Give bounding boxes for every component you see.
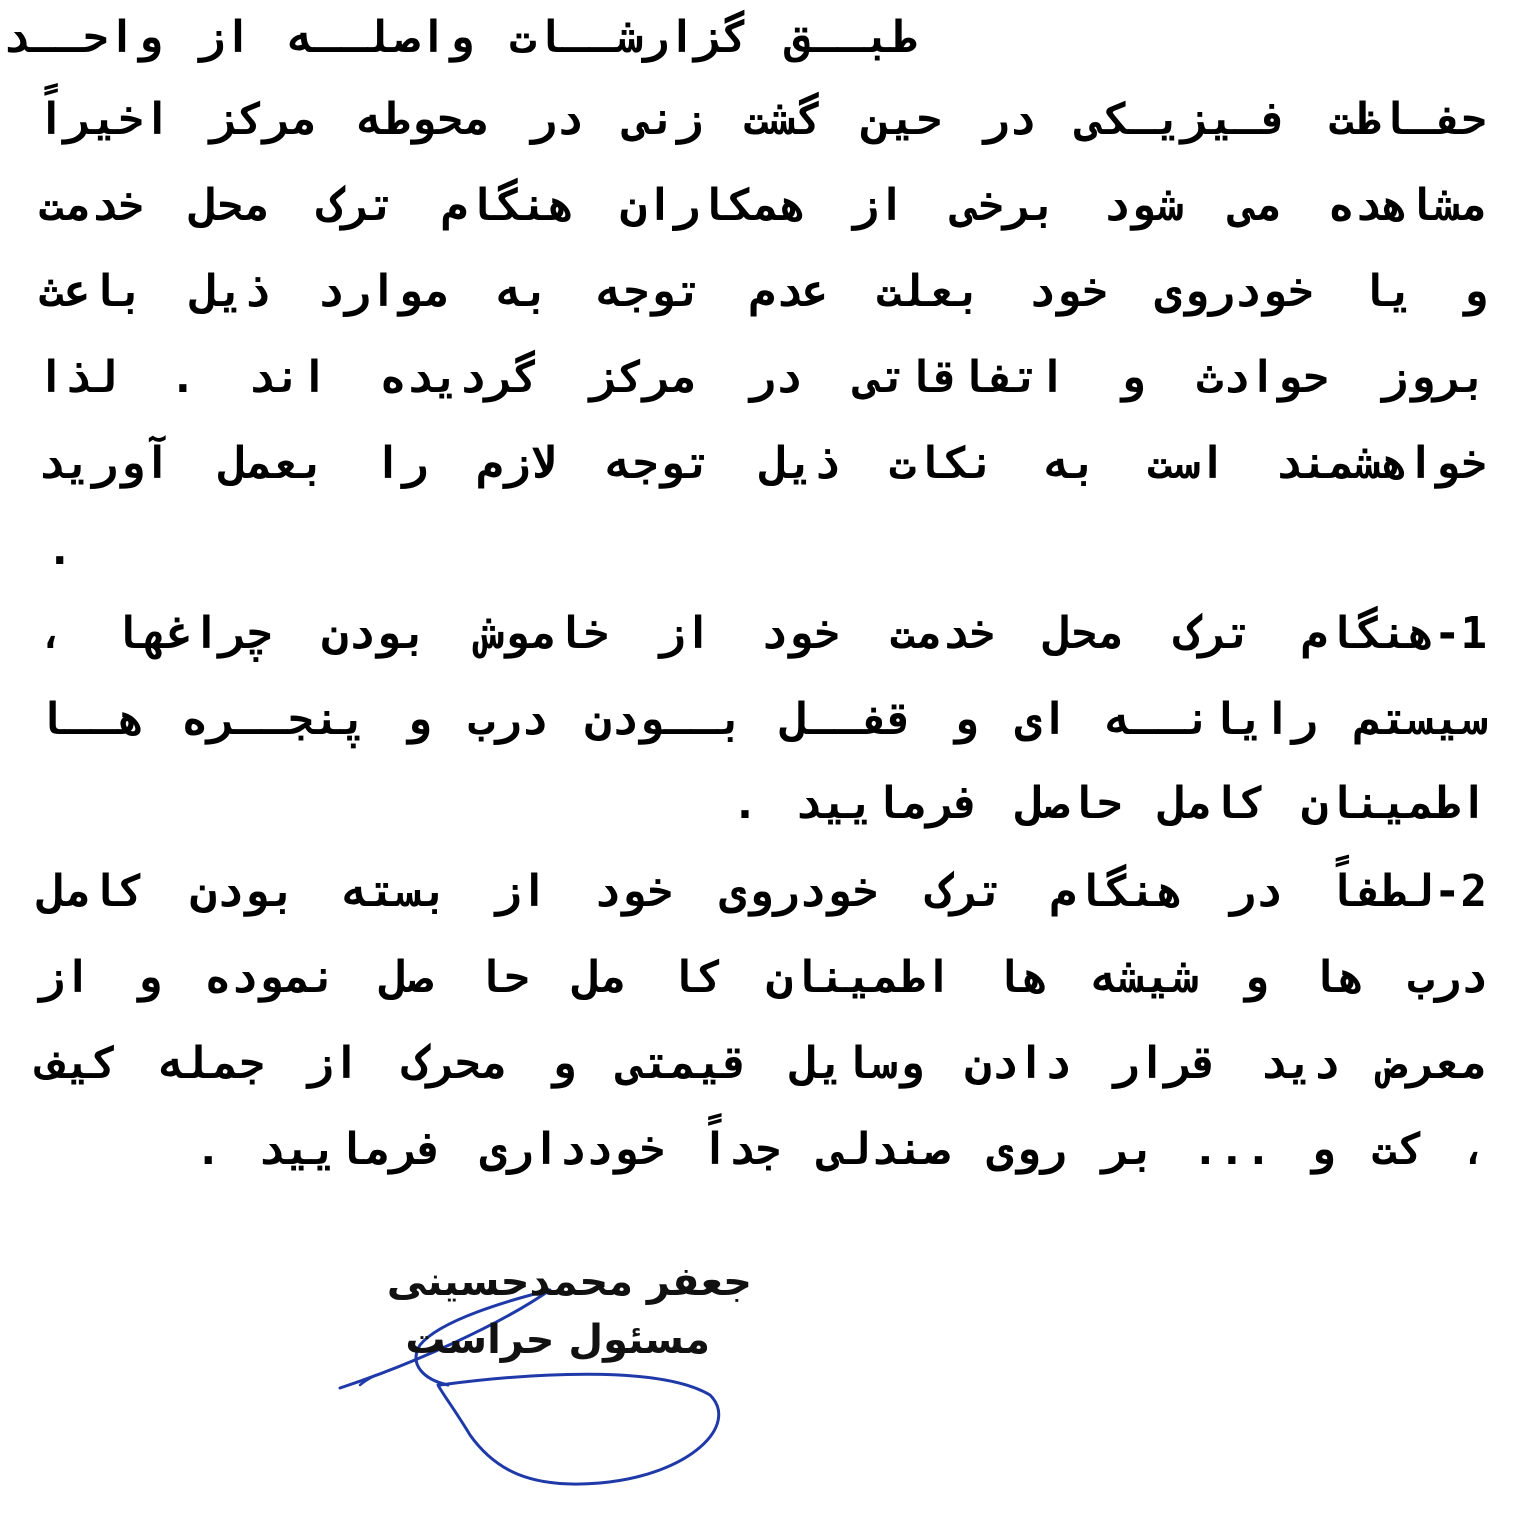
signer-title: مسئول حراست [405,1317,710,1363]
signer-name: جعفر محمدحسینی [386,1259,752,1305]
letter-line-5: بروز حوادث و اتفاقاتی در مرکز گردیده اند . لذا [38,352,1487,403]
letter-line-1: طبــق گزارشــات واصلــه از واحــد [2,12,917,63]
signature-block [330,1245,760,1495]
letter-line-8: 1-هنگام ترک محل خدمت خود از خاموش بودن چراغها ، [38,608,1487,659]
letter-line-13: معرض دید قرار دادن وسایل قیمتی و محرک از جمله کیف [38,1038,1487,1089]
letter-line-9: سیستم رایانــه ای و قفــل بــودن درب و پنجــره هــا [38,694,1487,745]
letter-line-10: اطمینان کامل حاصل فرمایید . [731,778,1487,829]
letter-line-11: 2-لطفاً در هنگام ترک خودروی خود از بسته بودن کامل [38,866,1487,917]
letter-line-7: . [46,524,87,575]
letter-line-14: ، کت و ... بر روی صندلی جداً خودداری فرمایید . [194,1124,1487,1175]
letter-line-3: مشاهده می شود برخی از همکاران هنگام ترک محل خدمت [38,180,1487,231]
letter-line-6: خواهشمند است به نکات ذیل توجه لازم را بعمل آورید [38,438,1487,489]
letter-line-12: درب ها و شیشه ها اطمینان کا مل حا صل نموده و از [38,952,1487,1003]
letter-line-4: و یا خودروی خود بعلت عدم توجه به موارد ذیل باعث [38,266,1487,317]
letter-line-2: حفـاظت فـیزیـکی در حین گشت زنی در محوطه مرکز اخیراً [38,94,1487,145]
